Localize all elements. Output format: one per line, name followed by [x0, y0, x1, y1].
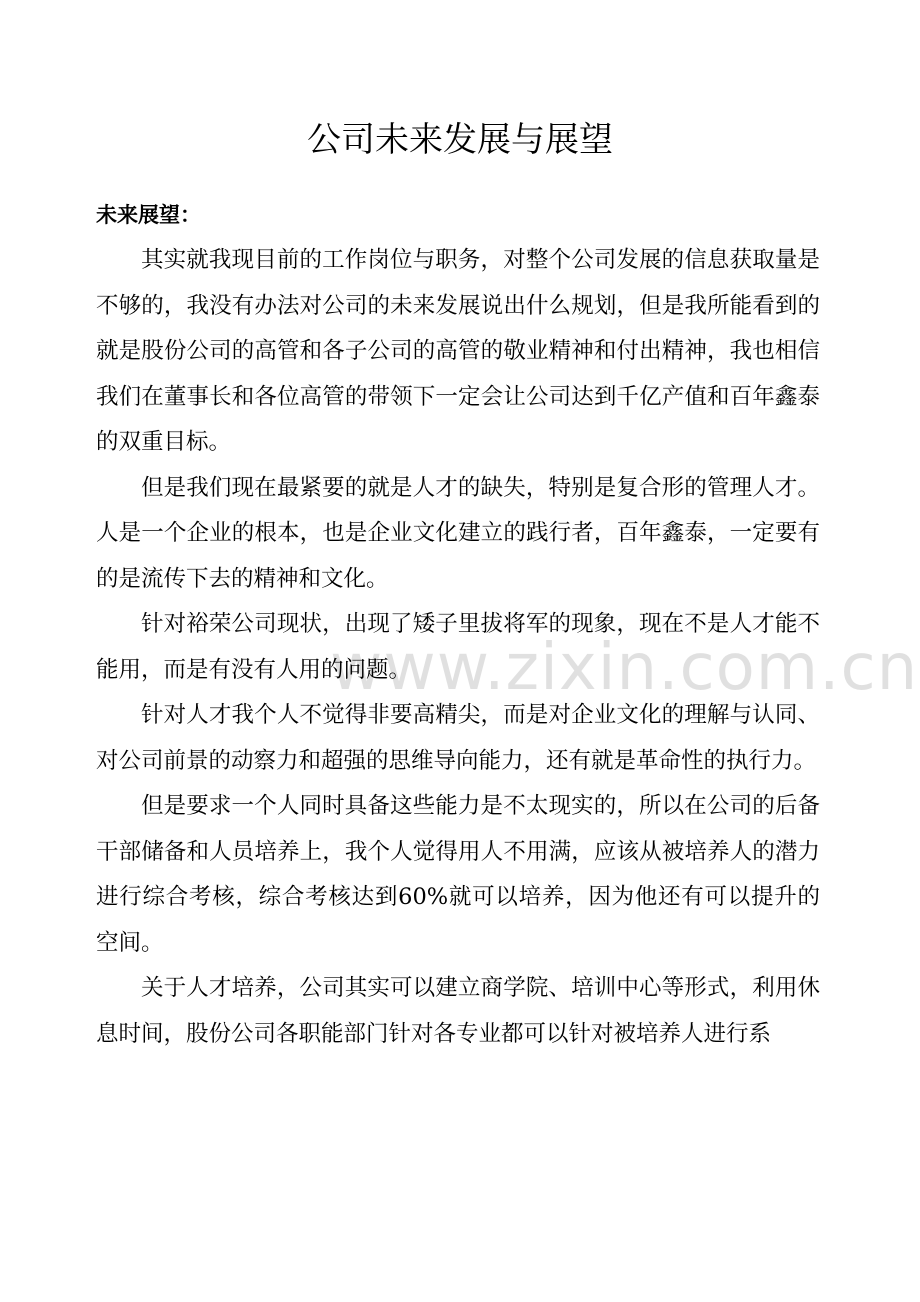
paragraph: 关于人才培养，公司其实可以建立商学院、培训中心等形式，利用休息时间，股份公司各职能部门针对各专业都可以针对被培养人进行系	[96, 975, 820, 1047]
paragraph: 其实就我现目前的工作岗位与职务，对整个公司发展的信息获取量是不够的，我没有办法对公司的未来发展说出什么规划，但是我所能看到的就是股份公司的高管和各子公司的高管的敬业精神和付出精神，我也相信我们在董事长和各位高管的带领下一定会让公司达到千亿产值和百年鑫泰的双重目标。	[96, 247, 820, 455]
section-heading: 未来展望：	[96, 203, 201, 227]
document-title: 公司未来发展与展望	[307, 120, 613, 160]
paragraph: 针对人才我个人不觉得非要高精尖，而是对企业文化的理解与认同、对公司前景的动察力和超强的思维导向能力，还有就是革命性的执行力。	[96, 702, 820, 774]
paragraph: 针对裕荣公司现状，出现了矮子里拔将军的现象，现在不是人才能不能用，而是有没有人用的问题。	[96, 611, 820, 683]
paragraph: 但是要求一个人同时具备这些能力是不太现实的，所以在公司的后备干部储备和人员培养上，我个人觉得用人不用满，应该从被培养人的潜力进行综合考核，综合考核达到60%就可以培养，因为他还有可以提升的空间。	[96, 793, 820, 956]
document-body	[96, 238, 820, 1057]
watermark-text: www.zixin.com.cn	[330, 631, 919, 705]
paragraph: 但是我们现在最紧要的就是人才的缺失，特别是复合形的管理人才。人是一个企业的根本，也是企业文化建立的践行者，百年鑫泰，一定要有的是流传下去的精神和文化。	[96, 474, 820, 592]
